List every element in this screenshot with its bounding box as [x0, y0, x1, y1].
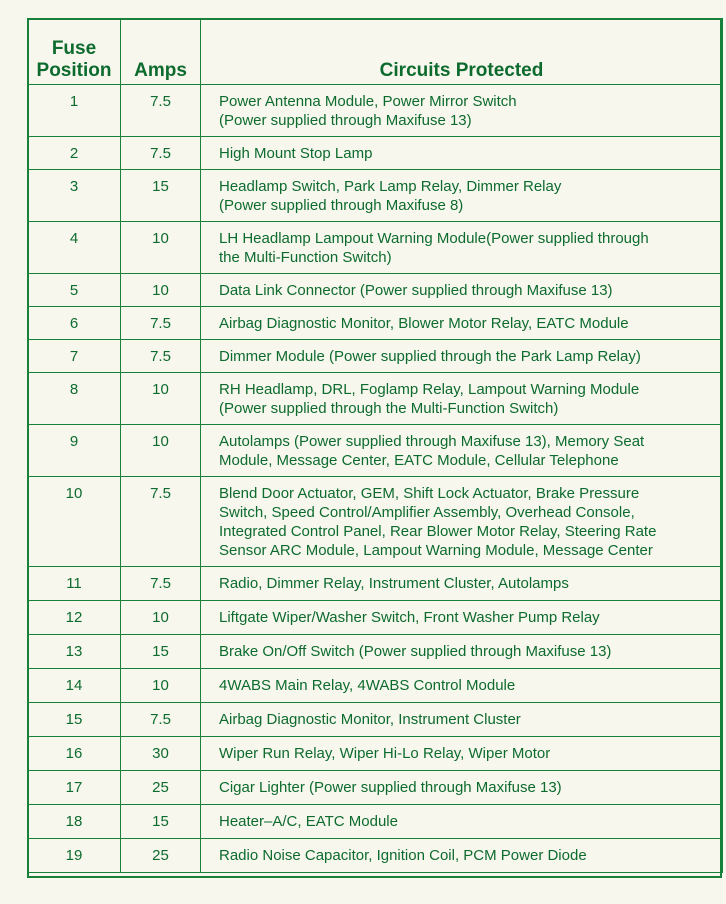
circuit-line: Sensor ARC Module, Lampout Warning Module, Message Center — [219, 542, 653, 559]
circuit-line: Heater–A/C, EATC Module — [219, 813, 398, 830]
circuit-line: Brake On/Off Switch (Power supplied through Maxifuse 13) — [219, 643, 612, 660]
amps-cell: 10 — [121, 373, 201, 425]
circuit-line: (Power supplied through the Multi-Function Switch) — [219, 400, 559, 417]
fuse-position-cell: 11 — [28, 567, 121, 601]
fuse-table — [27, 18, 723, 873]
amps-cell: 7.5 — [121, 703, 201, 737]
fuse-position-cell: 16 — [28, 737, 121, 771]
amps-cell: 30 — [121, 737, 201, 771]
circuits-cell — [201, 805, 723, 839]
fuse-position-cell: 19 — [28, 839, 121, 873]
circuit-line: High Mount Stop Lamp — [219, 145, 373, 162]
amps-cell: 10 — [121, 669, 201, 703]
circuits-cell — [201, 839, 723, 873]
circuits-cell — [201, 425, 723, 477]
circuit-line: 4WABS Main Relay, 4WABS Control Module — [219, 677, 516, 694]
circuit-line: Power Antenna Module, Power Mirror Switch — [219, 93, 517, 110]
circuits-cell — [201, 635, 723, 669]
amps-cell: 7.5 — [121, 477, 201, 567]
amps-cell: 7.5 — [121, 567, 201, 601]
fuse-position-cell: 2 — [28, 137, 121, 170]
fuse-position-cell: 10 — [28, 477, 121, 567]
table-row — [28, 567, 723, 601]
fuse-position-cell: 12 — [28, 601, 121, 635]
circuits-cell — [201, 669, 723, 703]
circuits-cell — [201, 771, 723, 805]
fuse-position-cell: 15 — [28, 703, 121, 737]
table-row — [28, 737, 723, 771]
circuit-line: Switch, Speed Control/Amplifier Assembly, Overhead Console, — [219, 504, 635, 521]
table-row — [28, 274, 723, 307]
circuit-line: Headlamp Switch, Park Lamp Relay, Dimmer Relay — [219, 178, 562, 195]
table-row — [28, 340, 723, 373]
circuits-cell — [201, 137, 723, 170]
table-row — [28, 669, 723, 703]
circuit-line: Autolamps (Power supplied through Maxifuse 13), Memory Seat — [219, 433, 645, 450]
table-row — [28, 222, 723, 274]
table-row — [28, 170, 723, 222]
amps-cell: 25 — [121, 839, 201, 873]
amps-cell: 15 — [121, 805, 201, 839]
circuit-line: Module, Message Center, EATC Module, Cellular Telephone — [219, 452, 619, 469]
fuse-position-cell: 1 — [28, 85, 121, 137]
circuits-cell — [201, 307, 723, 340]
header-amps: Amps — [121, 19, 201, 85]
circuits-cell — [201, 567, 723, 601]
circuit-line: Dimmer Module (Power supplied through the Park Lamp Relay) — [219, 348, 641, 365]
table-row — [28, 805, 723, 839]
amps-cell: 10 — [121, 222, 201, 274]
circuits-cell — [201, 737, 723, 771]
amps-cell: 7.5 — [121, 340, 201, 373]
circuit-line: Blend Door Actuator, GEM, Shift Lock Actuator, Brake Pressure — [219, 485, 640, 502]
circuits-cell — [201, 373, 723, 425]
circuit-line: LH Headlamp Lampout Warning Module(Power supplied through — [219, 230, 649, 247]
circuit-line: (Power supplied through Maxifuse 8) — [219, 197, 464, 214]
fuse-position-cell: 8 — [28, 373, 121, 425]
circuits-cell — [201, 703, 723, 737]
circuit-line: Radio Noise Capacitor, Ignition Coil, PCM Power Diode — [219, 847, 587, 864]
table-row — [28, 703, 723, 737]
amps-cell: 7.5 — [121, 307, 201, 340]
circuits-cell — [201, 222, 723, 274]
header-fuse-position-text: Fuse Position — [36, 38, 112, 81]
fuse-position-cell: 9 — [28, 425, 121, 477]
circuits-cell — [201, 170, 723, 222]
amps-cell: 10 — [121, 274, 201, 307]
circuit-line: Radio, Dimmer Relay, Instrument Cluster, Autolamps — [219, 575, 569, 592]
circuit-line: Airbag Diagnostic Monitor, Instrument Cluster — [219, 711, 521, 728]
header-circuits: Circuits Protected — [201, 19, 723, 85]
amps-cell: 7.5 — [121, 85, 201, 137]
circuits-cell — [201, 477, 723, 567]
header-fuse-position — [28, 19, 121, 85]
circuit-line: Cigar Lighter (Power supplied through Maxifuse 13) — [219, 779, 562, 796]
table-row — [28, 85, 723, 137]
fuse-position-cell: 13 — [28, 635, 121, 669]
fuse-position-cell: 7 — [28, 340, 121, 373]
table-row — [28, 307, 723, 340]
circuits-cell — [201, 274, 723, 307]
table-row — [28, 601, 723, 635]
table-row — [28, 373, 723, 425]
circuit-line: the Multi-Function Switch) — [219, 249, 392, 266]
fuse-position-cell: 14 — [28, 669, 121, 703]
amps-cell: 15 — [121, 170, 201, 222]
fuse-position-cell: 5 — [28, 274, 121, 307]
fuse-position-cell: 4 — [28, 222, 121, 274]
fuse-position-cell: 3 — [28, 170, 121, 222]
circuits-cell — [201, 601, 723, 635]
fuse-rows — [28, 85, 723, 873]
table-row — [28, 839, 723, 873]
fuse-position-cell: 18 — [28, 805, 121, 839]
amps-cell: 7.5 — [121, 137, 201, 170]
circuit-line: RH Headlamp, DRL, Foglamp Relay, Lampout Warning Module — [219, 381, 640, 398]
amps-cell: 10 — [121, 425, 201, 477]
fuse-position-cell: 6 — [28, 307, 121, 340]
circuit-line: Airbag Diagnostic Monitor, Blower Motor Relay, EATC Module — [219, 315, 629, 332]
fuse-position-cell: 17 — [28, 771, 121, 805]
table-row — [28, 425, 723, 477]
header-row — [28, 19, 723, 85]
circuit-line: Liftgate Wiper/Washer Switch, Front Washer Pump Relay — [219, 609, 600, 626]
circuit-line: Integrated Control Panel, Rear Blower Motor Relay, Steering Rate — [219, 523, 657, 540]
table-row — [28, 635, 723, 669]
circuit-line: Data Link Connector (Power supplied through Maxifuse 13) — [219, 282, 613, 299]
amps-cell: 25 — [121, 771, 201, 805]
circuit-line: (Power supplied through Maxifuse 13) — [219, 112, 472, 129]
circuit-line: Wiper Run Relay, Wiper Hi-Lo Relay, Wiper Motor — [219, 745, 551, 762]
table-row — [28, 137, 723, 170]
circuits-cell — [201, 85, 723, 137]
circuits-cell — [201, 340, 723, 373]
amps-cell: 15 — [121, 635, 201, 669]
table-row — [28, 477, 723, 567]
amps-cell: 10 — [121, 601, 201, 635]
table-row — [28, 771, 723, 805]
